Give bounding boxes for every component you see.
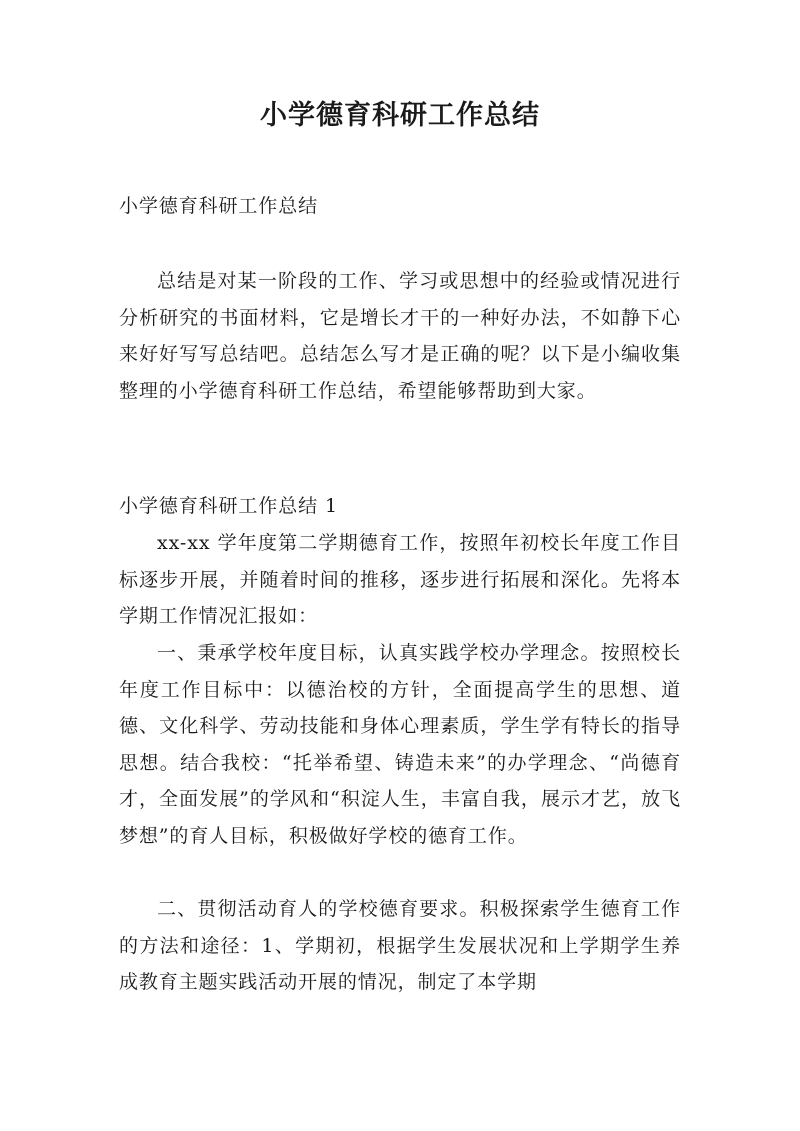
body-paragraph: xx-xx 学年度第二学期德育工作，按照年初校长年度工作目标逐步开展，并随着时间的推移，逐步进行拓展和深化。先将本学期工作情况汇报如： bbox=[119, 532, 681, 627]
section-heading: 小学德育科研工作总结 1 bbox=[119, 495, 338, 517]
document-title: 小学德育科研工作总结 bbox=[260, 100, 540, 131]
document-subtitle: 小学德育科研工作总结 bbox=[119, 195, 319, 217]
body-paragraph: 一、秉承学校年度目标，认真实践学校办学理念。按照校长年度工作目标中：以德治校的方针，全面提高学生的思想、道德、文化科学、劳动技能和身体心理素质，学生学有特长的指导思想。结合我校：“托举希望、铸造未来”的办学理念、“尚德育才，全面发展”的学风和“积淀人生，丰富自我，展示才艺，放飞梦想”的育人目标，积极做好学校的德育工作。 bbox=[119, 642, 681, 847]
body-paragraph: 二、贯彻活动育人的学校德育要求。积极探索学生德育工作的方法和途径：1、学期初，根据学生发展状况和上学期学生养成教育主题实践活动开展的情况，制定了本学期 bbox=[119, 898, 681, 993]
intro-paragraph: 总结是对某一阶段的工作、学习或思想中的经验或情况进行分析研究的书面材料，它是增长才干的一种好办法，不如静下心来好好写写总结吧。总结怎么写才是正确的呢？以下是小编收集整理的小学德育科研工作总结，希望能够帮助到大家。 bbox=[119, 270, 681, 402]
